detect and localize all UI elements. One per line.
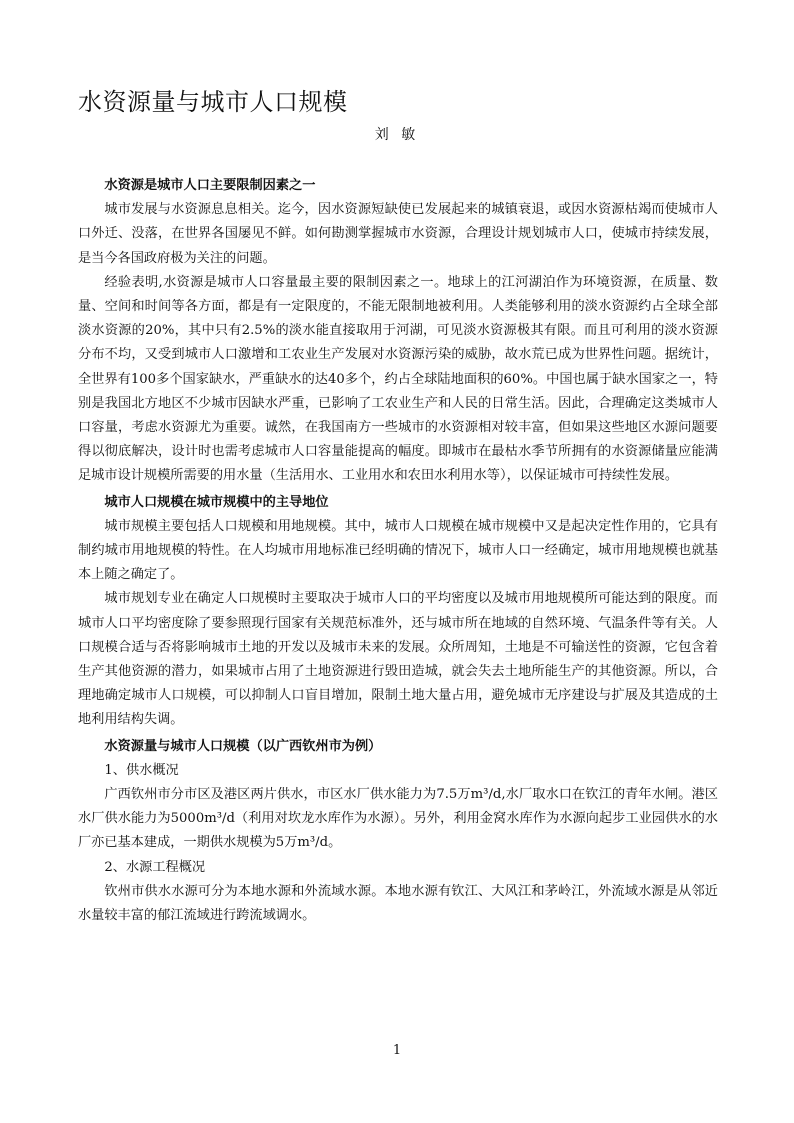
paragraph: 城市发展与水资源息息相关。迄今，因水资源短缺使已发展起来的城镇衰退，或因水资源枯竭而使城市人口外迁、没落，在世界各国屡见不鲜。如何勘测掌握城市水资源，合理设计规划城市人口，使城市持续发展，是当今各国政府极为关注的问题。 [78, 202, 718, 266]
subsection-heading: 1、供水概况 [104, 762, 179, 778]
paragraph: 经验表明,水资源是城市人口容量最主要的限制因素之一。地球上的江河湖泊作为环境资源，在质量、数量、空间和时间等各方面，都是有一定限度的，不能无限制地被利用。人类能够利用的淡水资源约占全球全部淡水资源的20%，其中只有2.5%的淡水能直接取用于河湖，可见淡水资源极其有限。而且可利用的淡水资源分布不均，又受到城市人口激增和工农业生产发展对水资源污染的威胁，故水荒已成为世界性问题。据统计，全世界有100多个国家缺水，严重缺水的达40多个，约占全球陆地面积的60%。中国也属于缺水国家之一，特别是我国北方地区不少城市因缺水严重，已影响了工农业生产和人民的日常生活。因此，合理确定这类城市人口容量，考虑水资源尤为重要。诚然，在我国南方一些城市的水资源相对较丰富，但如果这些地区水源问题要得以彻底解决，设计时也需考虑城市人口容量能提高的幅度。即城市在最枯水季节所拥有的水资源储量应能满足城市设计规模所需要的用水量（生活用水、工业用水和农田水利用水等），以保证城市可持续性发展。 [78, 274, 718, 484]
section-heading-1: 水资源是城市人口主要限制因素之一 [104, 178, 316, 193]
author-name: 刘 敏 [374, 127, 420, 143]
paragraph: 钦州市供水水源可分为本地水源和外流域水源。本地水源有钦江、大风江和茅岭江，外流域水源是从邻近水量较丰富的郁江流域进行跨流域调水。 [78, 883, 718, 924]
paragraph: 广西钦州市分市区及港区两片供水，市区水厂供水能力为7.5万m³/d,水厂取水口在钦江的青年水闸。港区水厂供水能力为5000m³/d（利用对坎龙水库作为水源）。另外，利用金窝水库作为水源向起步工业园供水的水厂亦已基本建成，一期供水规模为5万m³/d。 [78, 787, 718, 851]
paragraph: 城市规模主要包括人口规模和用地规模。其中，城市人口规模在城市规模中又是起决定性作用的，它具有制约城市用地规模的特性。在人均城市用地标准已经明确的情况下，城市人口一经确定，城市用地规模也就基本上随之确定了。 [78, 518, 718, 583]
section-heading-3: 水资源量与城市人口规模（以广西钦州市为例） [104, 738, 382, 754]
page-number: 1 [392, 1043, 402, 1058]
section-heading-2: 城市人口规模在城市规模中的主导地位 [104, 494, 329, 510]
document-body [78, 172, 718, 928]
paragraph: 城市规划专业在确定人口规模时主要取决于城市人口的平均密度以及城市用地规模所可能达到的限度。而城市人口平均密度除了要参照现行国家有关规范标准外，还与城市所在地域的自然环境、气温条件等有关。人口规模合适与否将影响城市土地的开发以及城市未来的发展。众所周知，土地是不可输送性的资源，它包含着生产其他资源的潜力，如果城市占用了土地资源进行毁田造城，就会失去土地所能生产的其他资源。所以，合理地确定城市人口规模，可以抑制人口盲目增加，限制土地大量占用，避免城市无序建设与扩展及其造成的土地利用结构失调。 [78, 591, 718, 728]
subsection-heading: 2、水源工程概况 [104, 859, 206, 875]
document-title: 水资源量与城市人口规模 [78, 88, 348, 116]
